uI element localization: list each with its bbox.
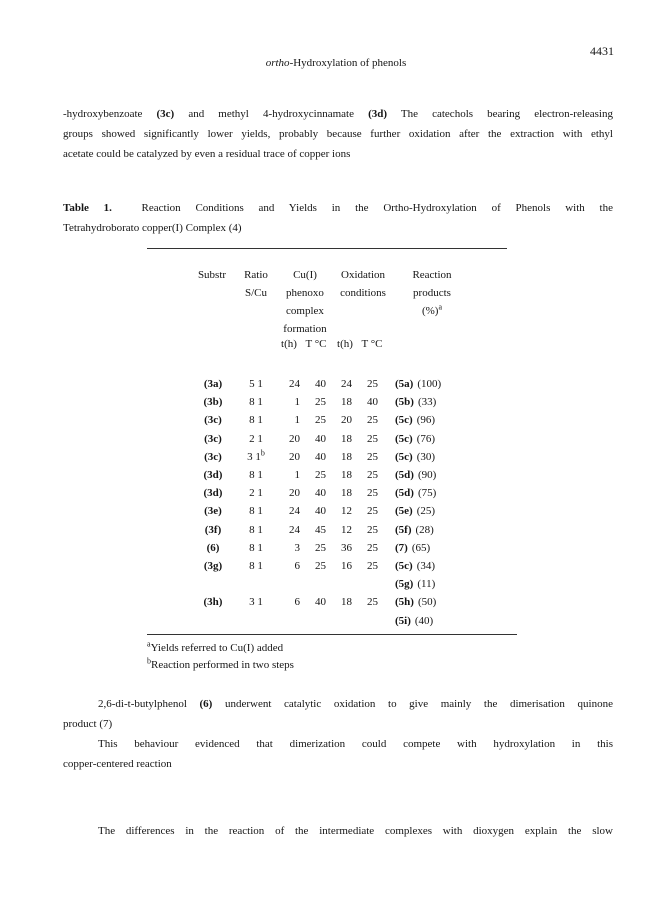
footnote-text: Reaction performed in two steps xyxy=(151,659,294,671)
header-prod-1: Reaction xyxy=(412,269,452,281)
table-row xyxy=(190,414,490,432)
table-row xyxy=(190,615,490,633)
cell-ratio: 8 1 xyxy=(249,505,263,518)
product-ref: (5a) xyxy=(395,378,414,390)
cell-oxidation-temp: 25 xyxy=(367,378,378,390)
header-prod-3 xyxy=(396,302,468,320)
header-cu-complex xyxy=(276,266,334,338)
cell-complex-temp: 40 xyxy=(315,487,326,500)
body-line: copper-centered reaction xyxy=(63,758,172,770)
header-prod-2: products xyxy=(413,287,451,299)
cell-ratio: 8 1 xyxy=(249,414,263,427)
footnote-text: Yields referred to Cu(I) added xyxy=(150,642,284,654)
cell-product xyxy=(395,378,490,390)
cell-oxidation-temp: 40 xyxy=(367,396,378,409)
table-row xyxy=(190,396,490,414)
header-cu-3: complex xyxy=(286,305,324,317)
header-prod-unit: (%) xyxy=(421,305,439,317)
product-ref: (5c) xyxy=(395,432,413,445)
cell-oxidation-time: 18 xyxy=(341,450,352,463)
product-yield: (33) xyxy=(417,396,437,409)
product-ref: (5h) xyxy=(395,596,414,609)
header-ratio-1: Ratio xyxy=(244,269,268,281)
cell-oxidation-time: 16 xyxy=(341,560,352,572)
intro-line-3: acetate could be catalyzed by even a residual trace of copper ions xyxy=(63,148,351,160)
cell-substrate: (3e) xyxy=(204,505,222,518)
product-yield: (11) xyxy=(417,578,436,591)
cell-substrate: (3h) xyxy=(203,596,223,609)
cell-complex-temp: 25 xyxy=(315,414,326,427)
cell-oxidation-time: 18 xyxy=(341,469,352,481)
cell-oxidation-time: 18 xyxy=(341,396,352,409)
cell-ratio: 3 1 xyxy=(249,596,263,609)
intro-text: -hydroxybenzoate xyxy=(63,108,157,120)
cell-ratio: 8 1 xyxy=(249,560,263,572)
intro-text: and methyl 4-hydroxycinnamate xyxy=(174,108,369,120)
cell-complex-temp: 45 xyxy=(315,523,326,536)
cell-ratio: 8 1 xyxy=(249,396,263,409)
cell-complex-temp: 25 xyxy=(315,469,326,481)
cell-substrate: (3d) xyxy=(203,487,223,500)
body-text: underwent catalytic oxidation to give mainly the dimerisation quinone xyxy=(212,698,613,710)
cell-oxidation-time: 12 xyxy=(341,505,352,518)
cell-oxidation-temp: 25 xyxy=(367,487,378,500)
table-row xyxy=(190,505,490,523)
cell-complex-temp: 25 xyxy=(315,396,326,409)
header-cu-4: formation xyxy=(283,323,327,335)
cell-oxidation-time: 36 xyxy=(341,541,352,554)
compound-ref: (3c) xyxy=(156,108,175,120)
table-bottom-rule xyxy=(147,634,517,635)
table-caption xyxy=(63,198,613,238)
cell-substrate: (3c) xyxy=(204,450,222,463)
body-paragraph-1 xyxy=(63,694,613,734)
cell-complex-temp: 40 xyxy=(315,596,326,609)
cell-oxidation-temp: 25 xyxy=(367,541,378,554)
cell-oxidation-temp: 25 xyxy=(367,523,378,536)
cell-oxidation-temp: 25 xyxy=(367,560,378,572)
cell-complex-time: 6 xyxy=(294,596,300,609)
table-row xyxy=(190,560,490,578)
cell-oxidation-temp: 25 xyxy=(367,469,378,481)
cell-substrate: (3d) xyxy=(203,469,223,481)
body-line: The differences in the reaction of the intermediate complexes with dioxygen explain the slow xyxy=(98,825,613,837)
header-products xyxy=(396,266,468,320)
cell-ratio: 8 1 xyxy=(249,541,263,554)
cell-oxidation-temp: 25 xyxy=(367,414,378,427)
table-row xyxy=(190,524,490,542)
cell-ratio: 8 1 xyxy=(249,523,263,536)
cell-ratio-value: 3 1 xyxy=(247,450,261,463)
cell-oxidation-temp: 25 xyxy=(367,505,378,518)
footnote-mark: a xyxy=(147,639,151,649)
product-ref: (7) xyxy=(395,541,408,554)
product-ref: (5e) xyxy=(395,505,413,518)
cell-oxidation-temp: 25 xyxy=(367,450,378,463)
cell-oxidation-temp: 25 xyxy=(367,432,378,445)
cell-complex-time: 1 xyxy=(294,469,300,481)
cell-substrate: (3c) xyxy=(204,432,222,445)
cell-complex-time: 3 xyxy=(294,541,300,554)
caption-line-1 xyxy=(63,198,613,218)
cell-substrate: (3b) xyxy=(203,396,223,409)
product-yield: (28) xyxy=(415,523,434,536)
cell-ratio: 5 1 xyxy=(249,378,263,390)
page-number: 4431 xyxy=(590,44,614,58)
header-cu-2: phenoxo xyxy=(286,287,324,299)
compound-ref: (6) xyxy=(199,698,213,710)
cell-complex-time: 24 xyxy=(289,523,300,536)
cell-substrate: (3c) xyxy=(204,414,222,427)
cell-product xyxy=(395,542,490,554)
cell-complex-time: 20 xyxy=(289,432,300,445)
footnote-mark: a xyxy=(438,302,443,312)
product-yield: (90) xyxy=(417,469,437,481)
product-yield: (25) xyxy=(416,505,436,518)
intro-paragraph xyxy=(63,104,613,164)
footnote-a xyxy=(147,640,283,656)
product-yield: (40) xyxy=(414,614,434,627)
cell-product xyxy=(395,487,490,499)
product-ref: (5g) xyxy=(395,578,414,591)
product-yield: (30) xyxy=(416,450,436,463)
product-ref: (5c) xyxy=(395,560,413,572)
cell-ratio: 2 1 xyxy=(249,487,263,500)
header-substr: Substr xyxy=(197,269,227,281)
table-row xyxy=(190,378,490,396)
header-ox-1: Oxidation xyxy=(341,269,385,281)
product-ref: (5i) xyxy=(395,614,411,627)
body-text: 2,6-di-t-butylphenol xyxy=(98,698,200,710)
product-yield: (75) xyxy=(417,487,437,500)
cell-product xyxy=(395,596,490,608)
cell-complex-time: 1 xyxy=(294,396,300,409)
product-yield: (50) xyxy=(417,596,437,609)
product-yield: (96) xyxy=(416,414,436,427)
cell-substrate: (3f) xyxy=(204,523,222,536)
cell-complex-temp: 40 xyxy=(315,432,326,445)
cell-product xyxy=(395,396,490,408)
footnote-mark: b xyxy=(147,656,151,666)
product-yield: (34) xyxy=(416,560,436,572)
cell-complex-time: 1 xyxy=(294,414,300,427)
cell-ratio xyxy=(240,448,272,463)
cell-oxidation-time: 24 xyxy=(341,378,352,390)
table-row xyxy=(190,596,490,614)
table-row xyxy=(190,487,490,505)
cell-complex-time: 6 xyxy=(294,560,300,572)
product-yield: (65) xyxy=(411,541,431,554)
cell-product xyxy=(395,414,490,426)
product-ref: (5c) xyxy=(395,450,413,463)
intro-text: The catechols bearing electron-releasing xyxy=(387,108,613,120)
cell-product xyxy=(395,505,490,517)
running-title-rest: -Hydroxylation of phenols xyxy=(289,57,407,69)
cell-substrate: (3g) xyxy=(203,560,223,572)
compound-ref: (3d) xyxy=(368,108,388,120)
cell-product xyxy=(395,469,490,481)
unit-T1: T °C xyxy=(305,338,327,350)
cell-product xyxy=(395,451,490,463)
body-paragraph-2 xyxy=(63,734,613,774)
product-ref: (5d) xyxy=(395,469,414,481)
unit-t2: t(h) xyxy=(337,338,353,350)
product-ref: (5c) xyxy=(395,414,413,427)
header-ox-2: conditions xyxy=(340,287,386,299)
product-ref: (5b) xyxy=(395,396,414,409)
cell-complex-time: 20 xyxy=(289,450,300,463)
cell-complex-temp: 40 xyxy=(315,450,326,463)
table-row xyxy=(190,578,490,596)
table-row xyxy=(190,433,490,451)
running-title xyxy=(0,57,672,69)
cell-product xyxy=(395,524,490,536)
cell-substrate: (3a) xyxy=(203,378,223,390)
footnote-b xyxy=(147,657,294,673)
cell-complex-temp: 25 xyxy=(315,560,326,572)
table-row xyxy=(190,448,490,469)
header-ratio xyxy=(238,266,274,302)
body-line xyxy=(63,694,613,714)
cell-complex-time: 24 xyxy=(289,505,300,518)
body-line: This behaviour evidenced that dimerization could compete with hydroxylation in this xyxy=(98,738,613,750)
unit-T2: T °C xyxy=(361,338,383,350)
product-ref: (5f) xyxy=(395,523,412,536)
body-paragraph-3 xyxy=(63,821,613,841)
header-oxidation xyxy=(334,266,392,302)
units-row xyxy=(190,338,490,356)
cell-complex-time: 20 xyxy=(289,487,300,500)
product-ref: (5d) xyxy=(395,487,414,500)
cell-oxidation-time: 20 xyxy=(341,414,352,427)
intro-line-1 xyxy=(63,104,613,124)
running-title-italic: ortho xyxy=(265,57,290,69)
cell-complex-temp: 25 xyxy=(315,541,326,554)
table-row xyxy=(190,542,490,560)
product-yield: (100) xyxy=(417,378,442,390)
caption-label: Table 1. xyxy=(63,202,112,214)
cell-complex-temp: 40 xyxy=(315,505,326,518)
cell-product xyxy=(395,615,490,627)
cell-oxidation-time: 12 xyxy=(341,523,352,536)
header-cu-1: Cu(I) xyxy=(293,269,317,281)
cell-oxidation-temp: 25 xyxy=(367,596,378,609)
cell-oxidation-time: 18 xyxy=(341,487,352,500)
caption-text: Reaction Conditions and Yields in the Ortho-Hydroxylation of Phenols with the xyxy=(141,202,613,214)
cell-ratio: 8 1 xyxy=(249,469,263,481)
cell-oxidation-time: 18 xyxy=(341,432,352,445)
unit-t1: t(h) xyxy=(281,338,297,350)
product-yield: (76) xyxy=(416,432,436,445)
cell-substrate: (6) xyxy=(206,541,220,554)
cell-oxidation-time: 18 xyxy=(341,596,352,609)
cell-product xyxy=(395,560,490,572)
body-line: product (7) xyxy=(63,718,113,730)
intro-line-2: groups showed significantly lower yields, probably because further oxidation after the extraction with ethyl xyxy=(63,128,613,140)
cell-complex-time: 24 xyxy=(289,378,300,390)
table-top-rule xyxy=(147,248,507,249)
header-ratio-2: S/Cu xyxy=(244,287,267,299)
cell-product xyxy=(395,578,490,590)
cell-product xyxy=(395,433,490,445)
cell-ratio: 2 1 xyxy=(249,432,263,445)
cell-complex-temp: 40 xyxy=(315,378,326,390)
caption-line-2: Tetrahydroborato copper(I) Complex (4) xyxy=(63,222,242,234)
footnote-mark: b xyxy=(260,448,265,458)
table-row xyxy=(190,469,490,487)
